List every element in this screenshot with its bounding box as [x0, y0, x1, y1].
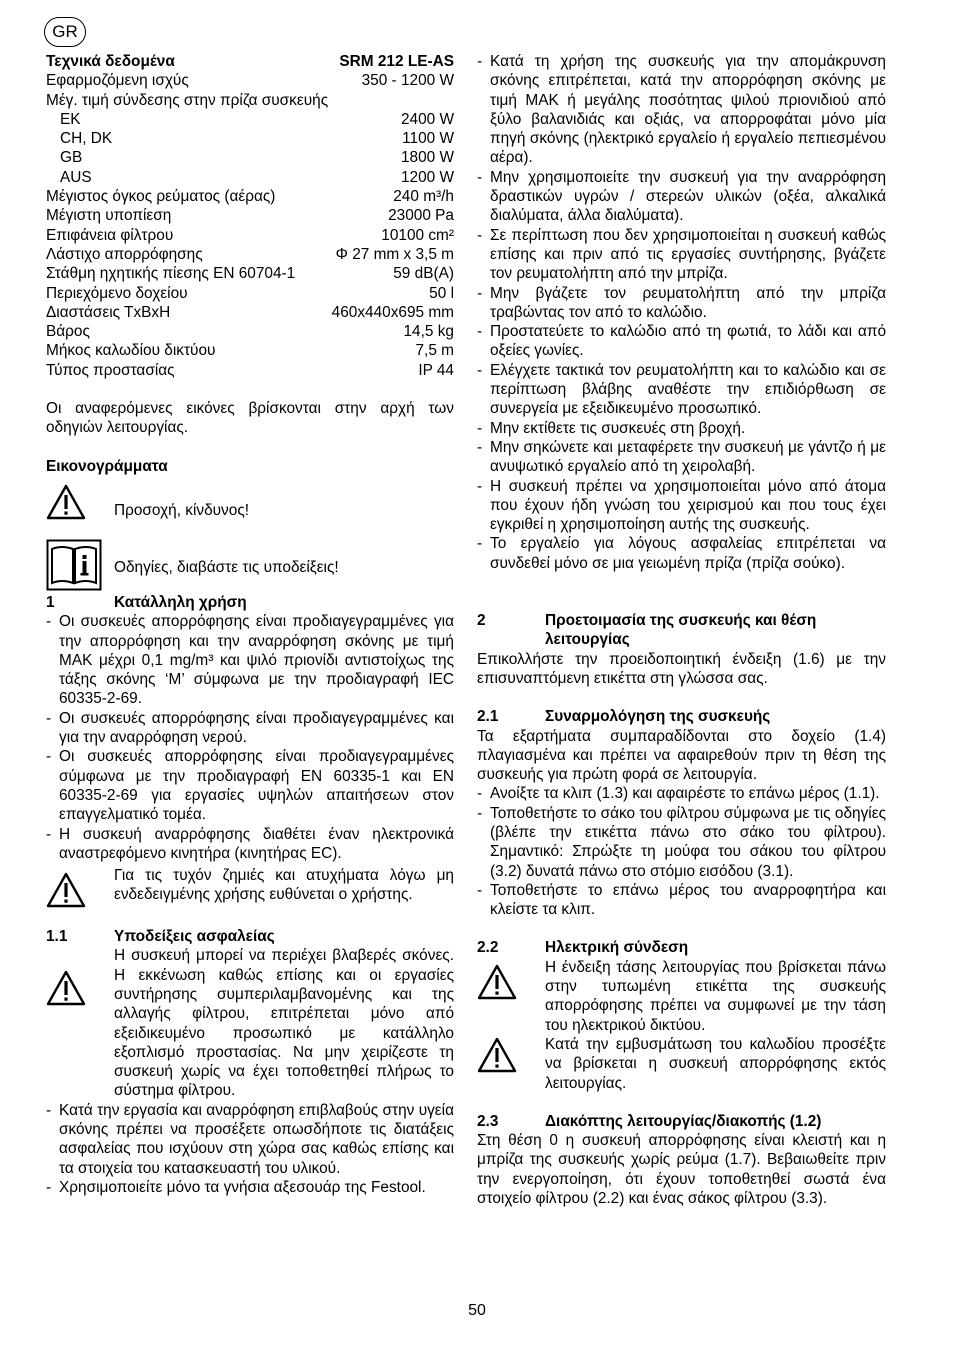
spec-label: Μέγιστη υποπίεση	[46, 207, 172, 225]
spec-value: 1100 W	[402, 130, 454, 148]
list-item: - Ανοίξτε τα κλιπ (1.3) και αφαιρέστε το επάνω μέρος (1.1).	[477, 784, 886, 803]
section-2-2-heading: 2.2 Ηλεκτρική σύνδεση	[477, 939, 689, 957]
spec-value: 23000 Pa	[388, 207, 454, 225]
spec-row	[46, 303, 454, 322]
page-number: 50	[468, 1302, 486, 1319]
spec-label: Στάθμη ηχητικής πίεσης EN 60704-1	[46, 265, 296, 283]
spec-value: 14,5 kg	[403, 323, 454, 341]
list-item: - Το εργαλείο για λόγους ασφαλείας επιτρέπεται να συνδεθεί μόνο σε μια γειωμένη πρίζα (πρίζα σούκο).	[477, 534, 886, 573]
read-manual-book-icon	[46, 539, 102, 591]
spec-value: 59 dB(A)	[393, 265, 454, 283]
specs-table	[46, 71, 454, 380]
spec-label: AUS	[60, 168, 92, 186]
specs-header	[46, 52, 454, 71]
section-1-heading: 1 Κατάλληλη χρήση	[46, 593, 247, 611]
list-item: - Μην βγάζετε τον ρευματολήπτη από την μπρίζα τραβώντας τον από το καλώδιο.	[477, 284, 886, 323]
spec-label: Λάστιχο απορρόφησης	[46, 245, 203, 263]
safety-list-right	[477, 52, 886, 573]
spec-value: 460x440x695 mm	[331, 303, 454, 321]
section-2-3-heading: 2.3 Διακόπτης λειτουργίας/διακοπής (1.2)	[477, 1112, 822, 1130]
section-1-1-heading: 1.1 Υποδείξεις ασφαλείας	[46, 928, 275, 946]
spec-value: 350 - 1200 W	[361, 72, 454, 90]
spec-row	[46, 91, 454, 110]
list-item: - Προστατεύετε το καλώδιο από τη φωτιά, το λάδι και από οξείες γωνίες.	[477, 322, 886, 361]
spec-label: Τύπος προστασίας	[46, 361, 175, 379]
specs-title: Τεχνικά δεδομένα	[46, 53, 175, 70]
list-item: - Τοποθετήστε το σάκο του φίλτρου σύμφωνα με τις οδηγίες (βλέπε την ετικέττα πάνω στο σάκο του φίλτρου). Σημαντικό: Σπρώξτε τη μούφα του σάκου του φίλτρου (3.2) δυνατά πάνω στο στόμιο εισόδου (3.1).	[477, 804, 886, 881]
spec-label: Διαστάσεις ΤxΒxΗ	[46, 303, 171, 321]
spec-value: 240 m³/h	[393, 188, 454, 206]
spec-row	[46, 187, 454, 206]
pictogram-warning-label: Προσοχή, κίνδυνος!	[114, 501, 250, 519]
spec-value: IP 44	[418, 361, 454, 379]
list-item: - Χρησιμοποιείτε μόνο τα γνήσια αξεσουάρ της Festool.	[46, 1178, 454, 1197]
pictogram-warning-row	[46, 479, 454, 539]
warning-triangle-icon	[477, 958, 545, 1035]
spec-value: 1200 W	[400, 168, 454, 186]
spec-label: Επιφάνεια φίλτρου	[46, 226, 174, 244]
list-item: - Η συσκευή αναρρόφησης διαθέτει έναν ηλεκτρονικά αναστρεφόμενο κινητήρα (κινητήρας EC).	[46, 825, 454, 864]
list-item: - Μην χρησιμοποιείτε την συσκευή για την αναρρόφηση δραστικών υγρών / στερεών υλικών (οξέα, αλκαλικά διαλύματα, άλλα διαλύματα).	[477, 168, 886, 226]
list-item: - Οι συσκευές απορρόφησης είναι προδιαγεγραμμένες για την απορρόφηση και την αναρρόφηση σκόνης με τιμή MAK μέχρι 0,1 mg/m³ και ψιλό πριονίδι αντιστοίχως της τάξης σκόνης ‘M’ σύμφωνα με την προδιαγραφή IEC 60335-2-69.	[46, 612, 454, 708]
right-column	[477, 52, 886, 1208]
spec-row	[46, 129, 454, 148]
spec-value: 1800 W	[400, 149, 454, 167]
section-2-text: Επικολλήστε την προειδοποιητική ένδειξη (1.6) με την επισυναπτόμενη ετικέττα στη γλώσσα σας.	[477, 650, 886, 687]
spec-row	[46, 71, 454, 90]
spec-label: Μέγ. τιμή σύνδεσης στην πρίζα συσκευής	[46, 91, 329, 109]
spec-row	[46, 341, 454, 360]
spec-row	[46, 264, 454, 283]
spec-row	[46, 361, 454, 380]
section-2-heading: 2 Προετοιμασία της συσκευής και θέση λειτουργίας	[477, 612, 817, 649]
list-item: - Οι συσκευές απορρόφησης είναι προδιαγεγραμμένες σύμφωνα με την προδιαγραφή EN 60335-1 και EN 60335-2-69 για εργασίες υψηλών απαιτήσεων στον επαγγελματικό τομέα.	[46, 747, 454, 824]
section-2-2-warning-2: Κατά την εμβυσμάτωση του καλωδίου προσέξτε να βρίσκεται η συσκευή απορρόφησης εκτός λειτουργίας.	[477, 1035, 886, 1093]
spec-row	[46, 206, 454, 225]
spec-row	[46, 110, 454, 129]
section-1-list	[46, 612, 454, 863]
spec-label: CH, DK	[60, 130, 113, 148]
list-item: - Μην εκτίθετε τις συσκευές στη βροχή.	[477, 419, 886, 438]
section-2-3-text: Στη θέση 0 η συσκευή απορρόφησης είναι κλειστή και η μπρίζα της συσκευής χωρίς ρεύμα (1.7). Βεβαιωθείτε πριν την ενεργοποίηση, ότι έχουν τοποθετηθεί σωστά ένα στοιχείο φίλτρου (2.2) και ένας σάκος φίλτρου (3.3).	[477, 1132, 886, 1208]
list-item: - Η συσκευή πρέπει να χρησιμοποιείται μόνο από άτομα που έχουν ήδη γνώση του χειρισμού και που τους έχει εγκριθεί η χρησιμοποίηση αυτής της συσκευής.	[477, 477, 886, 535]
spec-label: Εφαρμοζόμενη ισχύς	[46, 72, 189, 90]
section-1-warning: Για τις τυχόν ζημιές και ατυχήματα λόγω μη ενδεδειγμένης χρήσης ευθύνεται ο χρήστης.	[46, 866, 454, 908]
list-item: - Σε περίπτωση που δεν χρησιμοποιείται η συσκευή καθώς επίσης και πριν από τις εργασίες συντήρησης, βγάζετε τον ρευματολήπτη από την μπρίζα.	[477, 226, 886, 284]
figures-note: Οι αναφερόμενες εικόνες βρίσκονται στην αρχή των οδηγιών λειτουργίας.	[46, 400, 454, 437]
section-1-1-warning: Η συσκευή μπορεί να περιέχει βλαβερές σκόνες. Η εκκένωση καθώς επίσης και οι εργασίες συντήρησης συμπεριλαμβανομένης και της αλλαγής φίλτρου, επιτρέπεται μόνο από εξειδικευμένο προσωπικό με κατάλληλο εξοπλισμό προστασίας. Να μην χειρίζεστε τη συσκευή χωρίς να έχει τοποθετηθεί πλήρως το σύστημα φίλτρου.	[46, 946, 454, 1100]
list-item: - Τοποθετήστε το επάνω μέρος του αναρροφητήρα και κλείστε τα κλιπ.	[477, 881, 886, 920]
warning-triangle-icon	[46, 484, 86, 520]
safety-list-left	[46, 1101, 454, 1197]
list-item: - Κατά την εργασία και αναρρόφηση επιβλαβούς στην υγεία σκόνης πρέπει να προσέξετε οπωσδήποτε τις διατάξεις ασφαλείας που ισχύουν στη χώρα σας καθώς επίσης και τα στοιχεία του κατασκευαστή του υλικού.	[46, 1101, 454, 1178]
spec-row	[46, 148, 454, 167]
spec-row	[46, 226, 454, 245]
section-2-1-list	[477, 784, 886, 919]
spec-label: Μήκος καλωδίου δικτύου	[46, 342, 216, 360]
spec-label: Μέγιστος όγκος ρεύματος (αέρας)	[46, 188, 276, 206]
warning-triangle-icon	[46, 946, 114, 1100]
pictogram-info-label: Οδηγίες, διαβάστε τις υποδείξεις!	[114, 558, 339, 576]
specs-model: SRM 212 LE-AS	[339, 53, 454, 70]
spec-row	[46, 322, 454, 341]
section-2-2-warning-1: Η ένδειξη τάσης λειτουργίας που βρίσκεται πάνω στην τυπωμένη ετικέττα της συσκευής απορρόφησης πρέπει να συμφωνεί με την τάση του ηλεκτρικού δικτύου.	[477, 958, 886, 1035]
pictograms-title: Εικονογράμματα	[46, 457, 168, 475]
section-2-1-text: Τα εξαρτήματα συμπαραδίδονται στο δοχείο (1.4) πλαγιασμένα και πρέπει να αφαιρεθούν πριν τη θέση της συσκευής για πρώτη φορά σε λειτουργία.	[477, 727, 886, 784]
list-item: - Ελέγχετε τακτικά τον ρευματολήπτη και το καλώδιο και σε περίπτωση βλάβης αναθέστε την επιδιόρθωση σε συνεργεία με εξειδικευμένο προσωπικό.	[477, 361, 886, 419]
spec-label: EK	[60, 110, 81, 128]
spec-row	[46, 168, 454, 187]
spec-value: 7,5 m	[415, 342, 454, 360]
section-2-1-heading: 2.1 Συναρμολόγηση της συσκευής	[477, 708, 771, 726]
spec-label: Περιεχόμενο δοχείου	[46, 284, 188, 302]
pictogram-info-row	[46, 539, 454, 595]
spec-row	[46, 245, 454, 264]
warning-triangle-icon	[477, 1035, 545, 1093]
language-badge: GR	[44, 17, 86, 47]
list-item: - Κατά τη χρήση της συσκευής για την απομάκρυνση σκόνης επιτρέπεται, κατά την απορρόφηση σκόνης με τιμή MAK ή μεγάλης ποσότητας ψιλού πριονιδιού από ξύλο βαλανιδιάς και οξιάς, να απορροφάται μόνο μία πηγή σκόνης (ηλεκτρικό εργαλείο ή εργαλείο πεπιεσμένου αέρα).	[477, 52, 886, 168]
warning-triangle-icon	[46, 866, 114, 908]
spec-value: 10100 cm²	[381, 226, 454, 244]
list-item: - Οι συσκευές απορρόφησης είναι προδιαγεγραμμένες και για την αναρρόφηση νερού.	[46, 709, 454, 748]
list-item: - Μην σηκώνετε και μεταφέρετε την συσκευή με γάντζο ή με ανυψωτικό εργαλείο από τη χειρολαβή.	[477, 438, 886, 477]
spec-label: GB	[60, 149, 83, 167]
spec-value: 50 l	[429, 284, 454, 302]
left-column	[46, 52, 454, 1197]
spec-value: 2400 W	[400, 110, 454, 128]
spec-value: Φ 27 mm x 3,5 m	[335, 245, 454, 263]
spec-row	[46, 284, 454, 303]
spec-label: Βάρος	[46, 323, 90, 341]
